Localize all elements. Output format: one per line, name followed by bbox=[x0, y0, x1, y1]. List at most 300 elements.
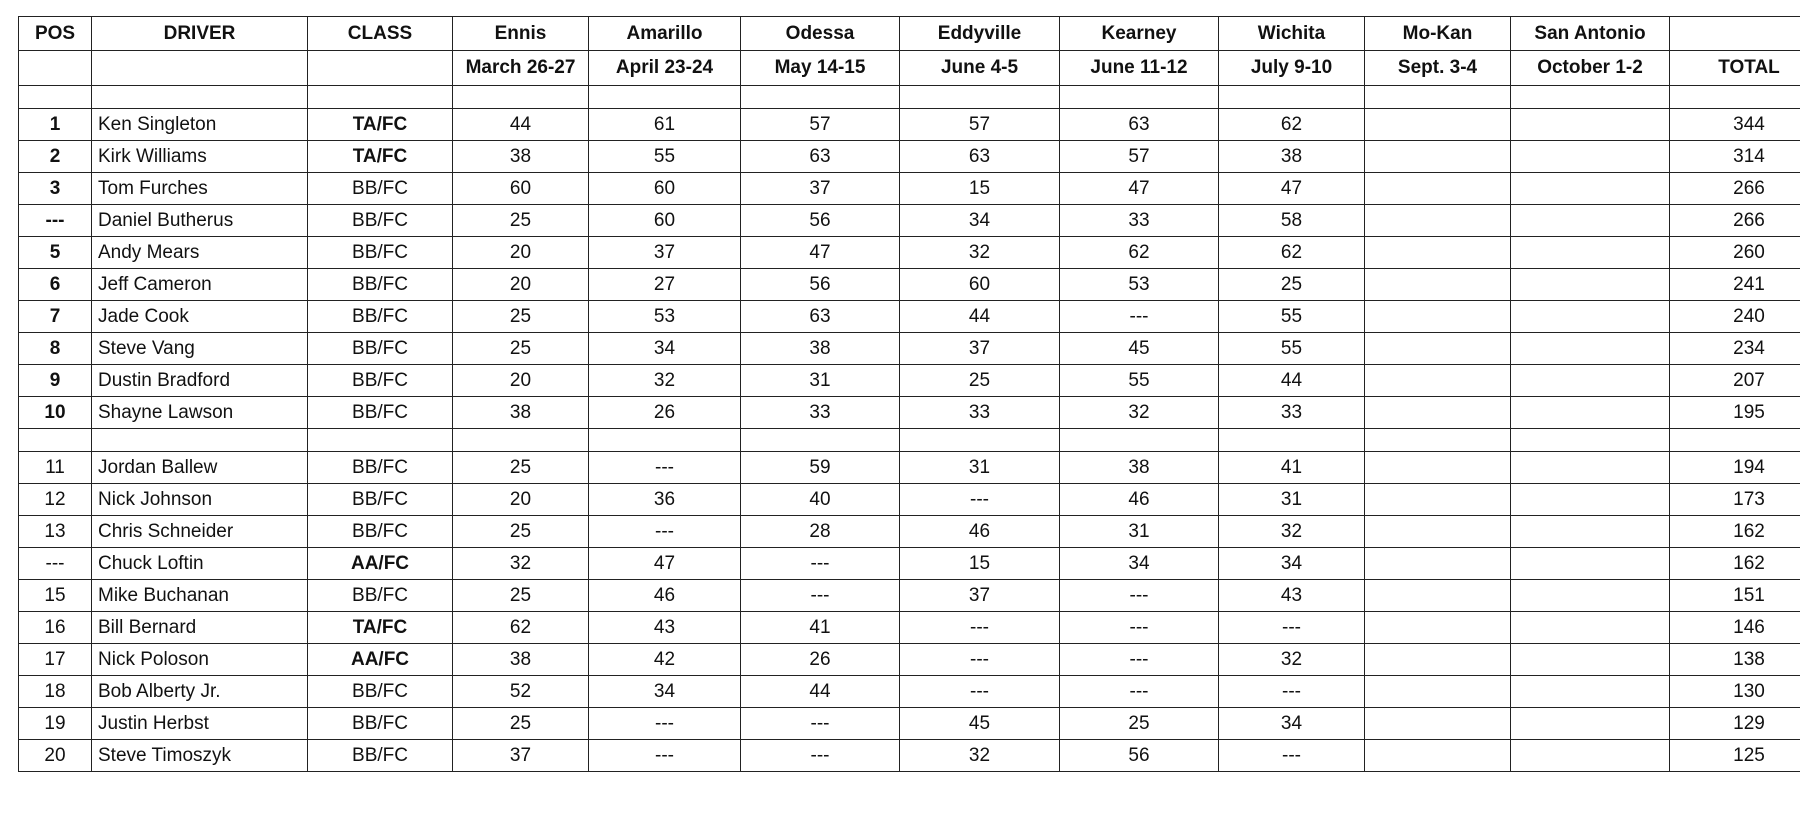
score-cell bbox=[1365, 548, 1511, 580]
score-cell bbox=[1511, 644, 1670, 676]
driver-cell: Dustin Bradford bbox=[92, 365, 308, 397]
score-cell: 20 bbox=[453, 484, 589, 516]
score-cell: 25 bbox=[900, 365, 1060, 397]
event-date-header: June 11-12 bbox=[1060, 51, 1219, 86]
score-cell: 25 bbox=[453, 452, 589, 484]
pos-cell: 19 bbox=[19, 708, 92, 740]
class-cell: BB/FC bbox=[308, 580, 453, 612]
score-cell: 59 bbox=[741, 452, 900, 484]
table-row bbox=[19, 452, 1800, 484]
total-cell: 173 bbox=[1670, 484, 1800, 516]
score-cell: 37 bbox=[589, 237, 741, 269]
table-row bbox=[19, 580, 1800, 612]
class-cell: TA/FC bbox=[308, 109, 453, 141]
class-cell: BB/FC bbox=[308, 301, 453, 333]
driver-header: DRIVER bbox=[92, 17, 308, 51]
score-cell bbox=[1511, 397, 1670, 429]
score-cell bbox=[1365, 173, 1511, 205]
score-cell: 37 bbox=[741, 173, 900, 205]
pos-cell: 18 bbox=[19, 676, 92, 708]
score-cell: 32 bbox=[589, 365, 741, 397]
total-cell: 266 bbox=[1670, 205, 1800, 237]
score-cell: 33 bbox=[1219, 397, 1365, 429]
total-cell: 125 bbox=[1670, 740, 1800, 772]
score-cell: 61 bbox=[589, 109, 741, 141]
score-cell: 26 bbox=[741, 644, 900, 676]
score-cell: 25 bbox=[453, 301, 589, 333]
pos-cell: 3 bbox=[19, 173, 92, 205]
table-row bbox=[19, 676, 1800, 708]
driver-cell: Bill Bernard bbox=[92, 612, 308, 644]
score-cell: 62 bbox=[1219, 109, 1365, 141]
spacer-row bbox=[19, 86, 1800, 109]
score-cell: 15 bbox=[900, 548, 1060, 580]
score-cell: 42 bbox=[589, 644, 741, 676]
score-cell: 25 bbox=[453, 516, 589, 548]
driver-cell: Justin Herbst bbox=[92, 708, 308, 740]
class-cell: AA/FC bbox=[308, 644, 453, 676]
total-cell: 138 bbox=[1670, 644, 1800, 676]
driver-cell: Jeff Cameron bbox=[92, 269, 308, 301]
score-cell: 52 bbox=[453, 676, 589, 708]
event-name-header: Ennis bbox=[453, 17, 589, 51]
event-date-header: June 4-5 bbox=[900, 51, 1060, 86]
driver-cell: Kirk Williams bbox=[92, 141, 308, 173]
score-cell bbox=[1365, 269, 1511, 301]
score-cell: --- bbox=[741, 708, 900, 740]
score-cell: 46 bbox=[1060, 484, 1219, 516]
pos-header-blank bbox=[19, 51, 92, 86]
score-cell: --- bbox=[900, 644, 1060, 676]
score-cell: 56 bbox=[1060, 740, 1219, 772]
spacer-cell bbox=[19, 86, 92, 109]
score-cell: 20 bbox=[453, 269, 589, 301]
spacer-cell bbox=[1670, 86, 1800, 109]
spacer-cell bbox=[453, 429, 589, 452]
event-name-header: Wichita bbox=[1219, 17, 1365, 51]
score-cell: --- bbox=[1219, 612, 1365, 644]
score-cell: 32 bbox=[1219, 644, 1365, 676]
score-cell bbox=[1365, 365, 1511, 397]
pos-cell: 15 bbox=[19, 580, 92, 612]
pos-cell: 2 bbox=[19, 141, 92, 173]
score-cell: 47 bbox=[741, 237, 900, 269]
table-row bbox=[19, 484, 1800, 516]
spacer-row bbox=[19, 429, 1800, 452]
score-cell bbox=[1511, 452, 1670, 484]
score-cell bbox=[1365, 301, 1511, 333]
score-cell bbox=[1365, 205, 1511, 237]
class-cell: BB/FC bbox=[308, 740, 453, 772]
score-cell: --- bbox=[900, 612, 1060, 644]
total-header-top bbox=[1670, 17, 1800, 51]
score-cell: --- bbox=[1060, 612, 1219, 644]
driver-cell: Tom Furches bbox=[92, 173, 308, 205]
table-row bbox=[19, 612, 1800, 644]
score-cell: 43 bbox=[589, 612, 741, 644]
total-cell: 129 bbox=[1670, 708, 1800, 740]
event-date-header: Sept. 3-4 bbox=[1365, 51, 1511, 86]
class-cell: BB/FC bbox=[308, 173, 453, 205]
event-name-header: San Antonio bbox=[1511, 17, 1670, 51]
total-cell: 162 bbox=[1670, 548, 1800, 580]
score-cell: 46 bbox=[900, 516, 1060, 548]
pos-cell: 13 bbox=[19, 516, 92, 548]
total-cell: 240 bbox=[1670, 301, 1800, 333]
table-row bbox=[19, 205, 1800, 237]
score-cell: --- bbox=[1060, 301, 1219, 333]
pos-header: POS bbox=[19, 17, 92, 51]
score-cell: --- bbox=[589, 516, 741, 548]
score-cell: 44 bbox=[900, 301, 1060, 333]
table-row bbox=[19, 516, 1800, 548]
score-cell: 55 bbox=[1219, 301, 1365, 333]
score-cell bbox=[1365, 141, 1511, 173]
driver-cell: Andy Mears bbox=[92, 237, 308, 269]
driver-header-blank bbox=[92, 51, 308, 86]
score-cell bbox=[1365, 740, 1511, 772]
score-cell: 32 bbox=[900, 237, 1060, 269]
score-cell: 62 bbox=[1060, 237, 1219, 269]
score-cell: 57 bbox=[900, 109, 1060, 141]
pos-cell: 10 bbox=[19, 397, 92, 429]
score-cell: 62 bbox=[453, 612, 589, 644]
score-cell: 38 bbox=[1219, 141, 1365, 173]
total-header: TOTAL bbox=[1670, 51, 1800, 86]
score-cell: 28 bbox=[741, 516, 900, 548]
score-cell bbox=[1511, 141, 1670, 173]
table-row bbox=[19, 365, 1800, 397]
score-cell: 45 bbox=[1060, 333, 1219, 365]
pos-cell: 1 bbox=[19, 109, 92, 141]
standings-table bbox=[18, 16, 1800, 772]
score-cell bbox=[1511, 333, 1670, 365]
score-cell bbox=[1511, 301, 1670, 333]
spacer-cell bbox=[1365, 86, 1511, 109]
score-cell bbox=[1365, 612, 1511, 644]
spacer-cell bbox=[1670, 429, 1800, 452]
table-row bbox=[19, 237, 1800, 269]
score-cell: 34 bbox=[589, 333, 741, 365]
class-cell: BB/FC bbox=[308, 365, 453, 397]
score-cell: 15 bbox=[900, 173, 1060, 205]
pos-cell: 7 bbox=[19, 301, 92, 333]
header-row-names bbox=[19, 17, 1800, 51]
driver-cell: Shayne Lawson bbox=[92, 397, 308, 429]
score-cell: --- bbox=[1060, 580, 1219, 612]
table-row bbox=[19, 708, 1800, 740]
event-name-header: Amarillo bbox=[589, 17, 741, 51]
table-row bbox=[19, 173, 1800, 205]
total-cell: 241 bbox=[1670, 269, 1800, 301]
pos-cell: 12 bbox=[19, 484, 92, 516]
score-cell: --- bbox=[900, 484, 1060, 516]
score-cell: 55 bbox=[589, 141, 741, 173]
driver-cell: Chris Schneider bbox=[92, 516, 308, 548]
score-cell: 44 bbox=[453, 109, 589, 141]
score-cell: 60 bbox=[453, 173, 589, 205]
table-row bbox=[19, 109, 1800, 141]
spacer-cell bbox=[1219, 86, 1365, 109]
table-row bbox=[19, 141, 1800, 173]
event-date-header: October 1-2 bbox=[1511, 51, 1670, 86]
score-cell: 38 bbox=[741, 333, 900, 365]
driver-cell: Jordan Ballew bbox=[92, 452, 308, 484]
total-cell: 130 bbox=[1670, 676, 1800, 708]
score-cell bbox=[1365, 484, 1511, 516]
score-cell: --- bbox=[741, 580, 900, 612]
class-cell: BB/FC bbox=[308, 269, 453, 301]
class-cell: BB/FC bbox=[308, 484, 453, 516]
spacer-cell bbox=[1365, 429, 1511, 452]
spacer-cell bbox=[1511, 429, 1670, 452]
table-row bbox=[19, 301, 1800, 333]
pos-cell: 11 bbox=[19, 452, 92, 484]
score-cell bbox=[1511, 516, 1670, 548]
total-cell: 234 bbox=[1670, 333, 1800, 365]
score-cell: 31 bbox=[741, 365, 900, 397]
total-cell: 162 bbox=[1670, 516, 1800, 548]
score-cell: 33 bbox=[1060, 205, 1219, 237]
score-cell bbox=[1365, 109, 1511, 141]
score-cell: 57 bbox=[1060, 141, 1219, 173]
score-cell: 43 bbox=[1219, 580, 1365, 612]
score-cell: 46 bbox=[589, 580, 741, 612]
score-cell: 37 bbox=[453, 740, 589, 772]
score-cell: 25 bbox=[453, 708, 589, 740]
score-cell: 25 bbox=[453, 333, 589, 365]
score-cell: 31 bbox=[1060, 516, 1219, 548]
score-cell bbox=[1511, 205, 1670, 237]
score-cell: 20 bbox=[453, 237, 589, 269]
score-cell: --- bbox=[741, 740, 900, 772]
table-row bbox=[19, 269, 1800, 301]
score-cell: 34 bbox=[1219, 708, 1365, 740]
score-cell: 63 bbox=[741, 141, 900, 173]
score-cell: 60 bbox=[900, 269, 1060, 301]
score-cell: 53 bbox=[1060, 269, 1219, 301]
spacer-cell bbox=[19, 429, 92, 452]
score-cell: 38 bbox=[453, 644, 589, 676]
score-cell: --- bbox=[589, 740, 741, 772]
table-row bbox=[19, 740, 1800, 772]
total-cell: 151 bbox=[1670, 580, 1800, 612]
score-cell: 36 bbox=[589, 484, 741, 516]
class-cell: AA/FC bbox=[308, 548, 453, 580]
spacer-cell bbox=[453, 86, 589, 109]
total-cell: 314 bbox=[1670, 141, 1800, 173]
score-cell: 63 bbox=[741, 301, 900, 333]
table-row bbox=[19, 548, 1800, 580]
score-cell: 63 bbox=[1060, 109, 1219, 141]
score-cell: 38 bbox=[453, 397, 589, 429]
pos-cell: 20 bbox=[19, 740, 92, 772]
event-date-header: March 26-27 bbox=[453, 51, 589, 86]
score-cell bbox=[1365, 516, 1511, 548]
total-cell: 194 bbox=[1670, 452, 1800, 484]
class-cell: BB/FC bbox=[308, 237, 453, 269]
score-cell: 63 bbox=[900, 141, 1060, 173]
score-cell bbox=[1365, 580, 1511, 612]
spacer-cell bbox=[92, 429, 308, 452]
spacer-cell bbox=[589, 429, 741, 452]
pos-cell: 5 bbox=[19, 237, 92, 269]
spacer-cell bbox=[1219, 429, 1365, 452]
score-cell: 45 bbox=[900, 708, 1060, 740]
score-cell: 55 bbox=[1060, 365, 1219, 397]
total-cell: 344 bbox=[1670, 109, 1800, 141]
score-cell: 32 bbox=[900, 740, 1060, 772]
pos-cell: 8 bbox=[19, 333, 92, 365]
pos-cell: 6 bbox=[19, 269, 92, 301]
pos-cell: 16 bbox=[19, 612, 92, 644]
score-cell: 37 bbox=[900, 580, 1060, 612]
score-cell: 53 bbox=[589, 301, 741, 333]
event-date-header: April 23-24 bbox=[589, 51, 741, 86]
score-cell: --- bbox=[1219, 676, 1365, 708]
score-cell: --- bbox=[1060, 644, 1219, 676]
score-cell: 60 bbox=[589, 173, 741, 205]
spacer-cell bbox=[900, 429, 1060, 452]
score-cell: 26 bbox=[589, 397, 741, 429]
driver-cell: Mike Buchanan bbox=[92, 580, 308, 612]
spacer-cell bbox=[589, 86, 741, 109]
score-cell bbox=[1511, 237, 1670, 269]
score-cell bbox=[1511, 740, 1670, 772]
class-cell: BB/FC bbox=[308, 452, 453, 484]
spacer-cell bbox=[1511, 86, 1670, 109]
score-cell: --- bbox=[589, 452, 741, 484]
score-cell: --- bbox=[1060, 676, 1219, 708]
total-cell: 146 bbox=[1670, 612, 1800, 644]
event-name-header: Odessa bbox=[741, 17, 900, 51]
driver-cell: Steve Timoszyk bbox=[92, 740, 308, 772]
score-cell: 32 bbox=[1060, 397, 1219, 429]
score-cell bbox=[1365, 708, 1511, 740]
score-cell bbox=[1511, 109, 1670, 141]
score-cell: 44 bbox=[1219, 365, 1365, 397]
spacer-cell bbox=[741, 86, 900, 109]
driver-cell: Bob Alberty Jr. bbox=[92, 676, 308, 708]
driver-cell: Nick Johnson bbox=[92, 484, 308, 516]
score-cell bbox=[1365, 676, 1511, 708]
score-cell bbox=[1511, 708, 1670, 740]
score-cell: 58 bbox=[1219, 205, 1365, 237]
score-cell: --- bbox=[589, 708, 741, 740]
score-cell: 37 bbox=[900, 333, 1060, 365]
table-row bbox=[19, 333, 1800, 365]
event-date-header: May 14-15 bbox=[741, 51, 900, 86]
spacer-cell bbox=[900, 86, 1060, 109]
total-cell: 260 bbox=[1670, 237, 1800, 269]
score-cell: 55 bbox=[1219, 333, 1365, 365]
event-name-header: Mo-Kan bbox=[1365, 17, 1511, 51]
score-cell: 41 bbox=[1219, 452, 1365, 484]
pos-cell: 9 bbox=[19, 365, 92, 397]
class-cell: TA/FC bbox=[308, 141, 453, 173]
table-row bbox=[19, 397, 1800, 429]
score-cell bbox=[1511, 580, 1670, 612]
score-cell: 44 bbox=[741, 676, 900, 708]
score-cell: 34 bbox=[589, 676, 741, 708]
score-cell: 25 bbox=[453, 580, 589, 612]
score-cell: 60 bbox=[589, 205, 741, 237]
score-cell: 25 bbox=[1219, 269, 1365, 301]
score-cell bbox=[1365, 397, 1511, 429]
score-cell: --- bbox=[741, 548, 900, 580]
spacer-cell bbox=[1060, 429, 1219, 452]
pos-cell: --- bbox=[19, 205, 92, 237]
score-cell: 34 bbox=[1060, 548, 1219, 580]
score-cell: 41 bbox=[741, 612, 900, 644]
score-cell bbox=[1511, 365, 1670, 397]
spacer-cell bbox=[308, 86, 453, 109]
class-cell: BB/FC bbox=[308, 708, 453, 740]
driver-cell: Daniel Butherus bbox=[92, 205, 308, 237]
score-cell: 47 bbox=[1060, 173, 1219, 205]
score-cell bbox=[1511, 548, 1670, 580]
driver-cell: Chuck Loftin bbox=[92, 548, 308, 580]
score-cell bbox=[1365, 452, 1511, 484]
score-cell: 40 bbox=[741, 484, 900, 516]
class-cell: BB/FC bbox=[308, 676, 453, 708]
score-cell: 47 bbox=[1219, 173, 1365, 205]
score-cell bbox=[1511, 173, 1670, 205]
score-cell: 25 bbox=[1060, 708, 1219, 740]
score-cell: 56 bbox=[741, 269, 900, 301]
score-cell: 20 bbox=[453, 365, 589, 397]
score-cell bbox=[1365, 333, 1511, 365]
score-cell: 38 bbox=[453, 141, 589, 173]
spacer-cell bbox=[1060, 86, 1219, 109]
total-cell: 207 bbox=[1670, 365, 1800, 397]
score-cell: 38 bbox=[1060, 452, 1219, 484]
class-cell: TA/FC bbox=[308, 612, 453, 644]
score-cell: 27 bbox=[589, 269, 741, 301]
pos-cell: 17 bbox=[19, 644, 92, 676]
class-header-blank bbox=[308, 51, 453, 86]
score-cell: 47 bbox=[589, 548, 741, 580]
score-cell: 32 bbox=[453, 548, 589, 580]
score-cell: 34 bbox=[900, 205, 1060, 237]
score-cell bbox=[1511, 612, 1670, 644]
driver-cell: Nick Poloson bbox=[92, 644, 308, 676]
score-cell: 31 bbox=[900, 452, 1060, 484]
event-name-header: Eddyville bbox=[900, 17, 1060, 51]
score-cell: 34 bbox=[1219, 548, 1365, 580]
class-header: CLASS bbox=[308, 17, 453, 51]
driver-cell: Ken Singleton bbox=[92, 109, 308, 141]
score-cell bbox=[1365, 237, 1511, 269]
class-cell: BB/FC bbox=[308, 205, 453, 237]
score-cell: 33 bbox=[741, 397, 900, 429]
score-cell: --- bbox=[900, 676, 1060, 708]
driver-cell: Steve Vang bbox=[92, 333, 308, 365]
score-cell: 56 bbox=[741, 205, 900, 237]
pos-cell: --- bbox=[19, 548, 92, 580]
score-cell bbox=[1511, 269, 1670, 301]
score-cell: 31 bbox=[1219, 484, 1365, 516]
spacer-cell bbox=[741, 429, 900, 452]
score-cell bbox=[1365, 644, 1511, 676]
score-cell: 25 bbox=[453, 205, 589, 237]
score-cell: 33 bbox=[900, 397, 1060, 429]
score-cell: 32 bbox=[1219, 516, 1365, 548]
event-name-header: Kearney bbox=[1060, 17, 1219, 51]
score-cell bbox=[1511, 676, 1670, 708]
total-cell: 266 bbox=[1670, 173, 1800, 205]
class-cell: BB/FC bbox=[308, 333, 453, 365]
